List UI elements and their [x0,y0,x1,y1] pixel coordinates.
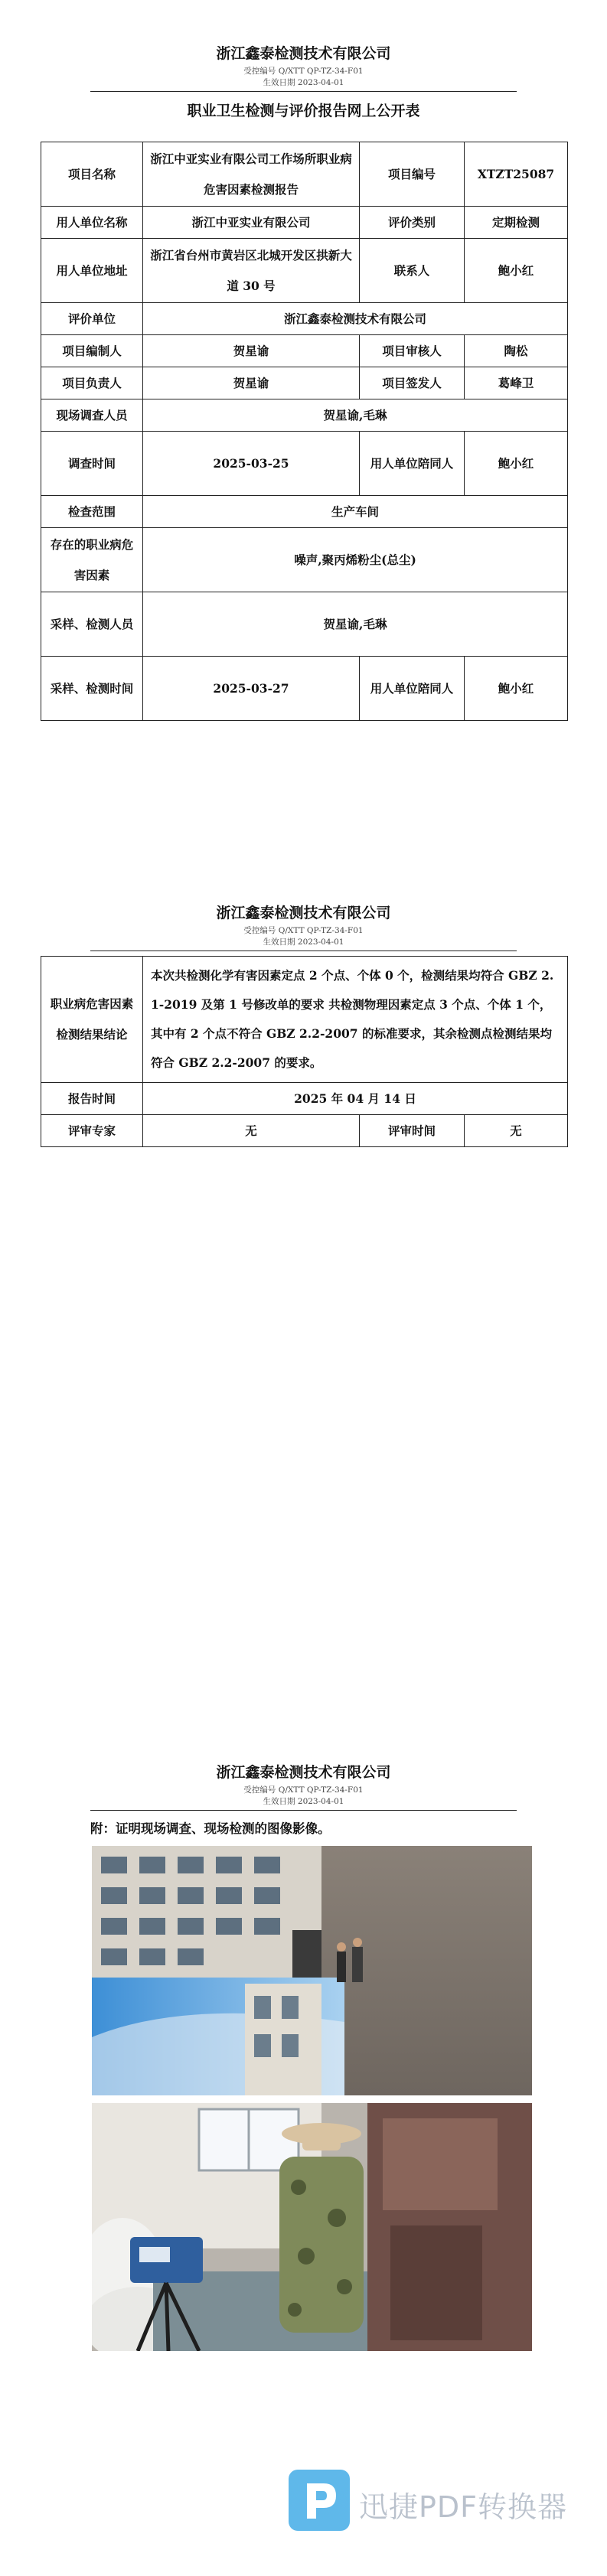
investigators-label: 现场调查人员 [41,399,143,432]
expert-label: 评审专家 [41,1115,143,1147]
scope-label: 检查范围 [41,496,143,528]
site-photo-workshop-image [92,2103,532,2351]
site-photo-exterior [92,1846,532,2095]
sample-time-label: 采样、检测时间 [41,657,143,721]
compiler-value: 贺星谕 [143,335,360,367]
sample-time-value: 2025-03-27 [143,657,360,721]
hazards-label: 存在的职业病危害因素 [41,528,143,592]
reviewer-label: 项目审核人 [360,335,465,367]
effective-date: 生效日期 2023-04-01 [263,78,344,87]
leader-value: 贺星谕 [143,367,360,399]
leader-label: 项目负责人 [41,367,143,399]
eval-type-label: 评价类别 [360,207,465,239]
effective-date: 生效日期 2023-04-01 [263,1797,344,1806]
header-divider [90,1810,517,1811]
conclusion-label: 职业病危害因素检测结果结论 [41,957,143,1083]
eval-unit-label: 评价单位 [41,303,143,335]
reviewer-value: 陶松 [465,335,568,367]
samplers-value: 贺星谕,毛琳 [143,592,568,657]
expert-value: 无 [143,1115,360,1147]
hazards-value: 噪声,聚丙烯粉尘(总尘) [143,528,568,592]
survey-time-label: 调查时间 [41,432,143,496]
issuer-value: 葛峰卫 [465,367,568,399]
conclusion-table [41,956,568,1147]
info-table [41,142,568,721]
accompany-value: 鲍小红 [465,657,568,721]
compiler-label: 项目编制人 [41,335,143,367]
control-number: 受控编号 Q/XTT QP-TZ-34-F01 [243,67,364,76]
review-time-label: 评审时间 [360,1115,465,1147]
site-photo-workshop [92,2103,532,2351]
eval-type-value: 定期检测 [465,207,568,239]
accompany-value: 鲍小红 [465,432,568,496]
survey-time-value: 2025-03-25 [143,432,360,496]
attachment-caption: 附：证明现场调查、现场检测的图像影像。 [90,1821,331,1836]
project-no-label: 项目编号 [360,142,465,207]
investigators-value: 贺星谕,毛琳 [143,399,568,432]
effective-date: 生效日期 2023-04-01 [263,937,344,947]
control-number: 受控编号 Q/XTT QP-TZ-34-F01 [243,1785,364,1795]
contact-value: 鲍小红 [465,239,568,303]
control-number: 受控编号 Q/XTT QP-TZ-34-F01 [243,926,364,935]
contact-label: 联系人 [360,239,465,303]
company-header: 浙江鑫泰检测技术有限公司 [216,45,391,62]
project-no-value: XTZT25087 [465,142,568,207]
header-divider [90,91,517,92]
company-header: 浙江鑫泰检测技术有限公司 [216,1764,391,1781]
document-title: 职业卫生检测与评价报告网上公开表 [187,103,420,119]
pdf-converter-logo-icon [289,2470,350,2531]
watermark-text: 迅捷PDF转换器 [359,2490,568,2524]
accompany-label: 用人单位陪同人 [360,432,465,496]
eval-unit-value: 浙江鑫泰检测技术有限公司 [143,303,568,335]
issuer-label: 项目签发人 [360,367,465,399]
accompany-label: 用人单位陪同人 [360,657,465,721]
report-time-value: 2025 年 04 月 14 日 [143,1083,568,1115]
samplers-label: 采样、检测人员 [41,592,143,657]
site-photo-exterior-image [92,1846,532,2095]
conclusion-value: 本次共检测化学有害因素定点 2 个点、个体 0 个，检测结果均符合 GBZ 2.1-2019 及第 1 号修改单的要求 共检测物理因素定点 3 个点、个体 1 个，其中有 2 个点不符合 GBZ 2.2-2007 的标准要求，其余检测点检测结果均符合 GBZ 2.2-2007 的要求。 [143,957,568,1083]
employer-addr-label: 用人单位地址 [41,239,143,303]
scope-value: 生产车间 [143,496,568,528]
employer-addr-value: 浙江省台州市黄岩区北城开发区拱新大道 30 号 [143,239,360,303]
watermark [289,2470,568,2531]
project-name-value: 浙江中亚实业有限公司工作场所职业病危害因素检测报告 [143,142,360,207]
employer-name-label: 用人单位名称 [41,207,143,239]
company-header: 浙江鑫泰检测技术有限公司 [216,905,391,921]
employer-name-value: 浙江中亚实业有限公司 [143,207,360,239]
report-time-label: 报告时间 [41,1083,143,1115]
review-time-value: 无 [465,1115,568,1147]
project-name-label: 项目名称 [41,142,143,207]
